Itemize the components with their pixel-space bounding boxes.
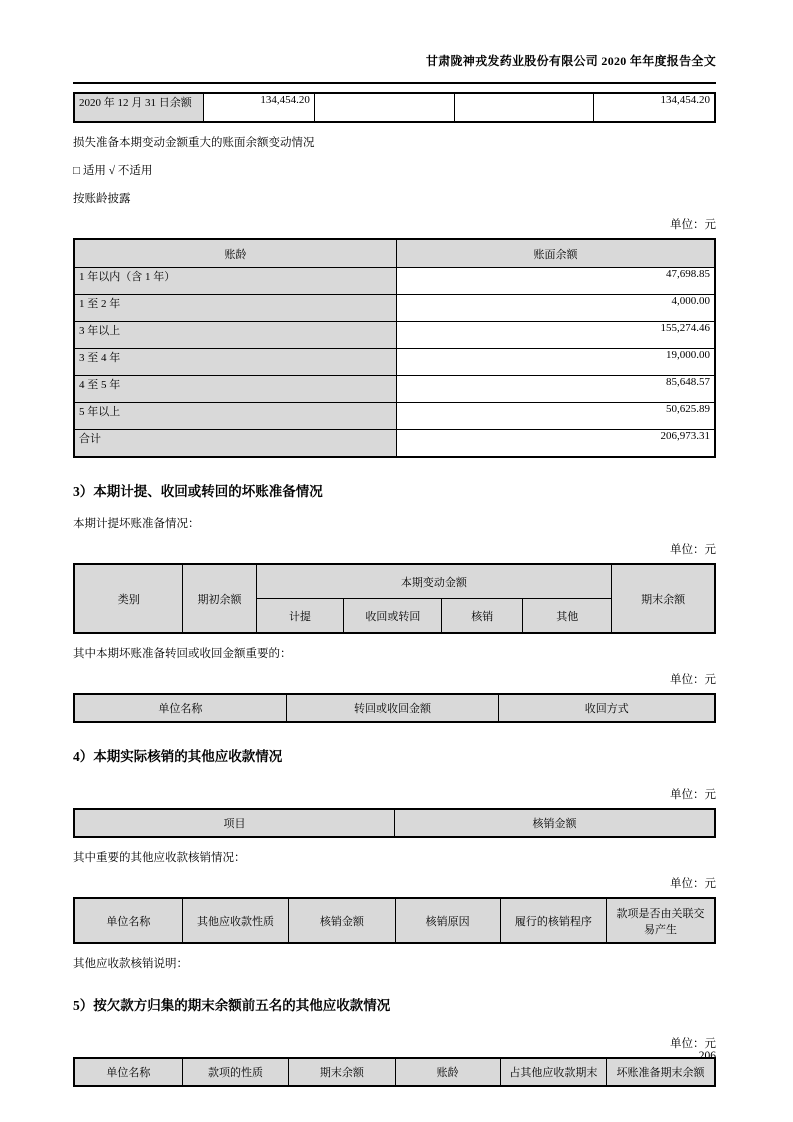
row-label-cell: 3 年以上	[74, 322, 396, 349]
bad-debt-provision-table	[73, 563, 716, 634]
header-cell: 期末余额	[612, 564, 715, 633]
recovery-table	[73, 693, 716, 723]
row-label-cell: 1 至 2 年	[74, 295, 396, 322]
header-cell: 其他应收款性质	[182, 898, 288, 943]
aging-table	[73, 238, 716, 458]
aging-disclosure-note: 按账龄披露	[73, 193, 131, 205]
data-cell: 134,454.20	[594, 93, 715, 122]
section-4-note: 其中重要的其他应收款核销情况：	[73, 852, 246, 864]
section-3-intro: 本期计提坏账准备情况：	[73, 518, 200, 530]
data-cell	[314, 93, 454, 122]
header-cell: 款项的性质	[182, 1058, 288, 1086]
header-cell: 期初余额	[183, 564, 256, 633]
data-cell: 19,000.00	[396, 349, 715, 376]
section-4-heading: 4）本期实际核销的其他应收款情况	[73, 749, 283, 764]
table-total-row	[74, 430, 715, 458]
data-cell: 85,648.57	[396, 376, 715, 403]
table-header-row	[74, 564, 715, 599]
row-label-cell: 2020 年 12 月 31 日余额	[74, 93, 203, 122]
header-cell: 账龄	[395, 1058, 500, 1086]
header-cell: 核销	[442, 599, 523, 634]
table-row	[74, 322, 715, 349]
header-cell: 单位名称	[74, 694, 286, 722]
section-5-heading: 5）按欠款方归集的期末余额前五名的其他应收款情况	[73, 998, 391, 1013]
header-cell: 履行的核销程序	[500, 898, 606, 943]
loss-provision-note: 损失准备本期变动金额重大的账面余额变动情况	[73, 137, 315, 149]
header-cell: 其他	[523, 599, 612, 634]
header-cell: 款项是否由关联交易产生	[607, 898, 715, 943]
row-label-cell: 4 至 5 年	[74, 376, 396, 403]
data-cell	[454, 93, 594, 122]
header-cell: 核销金额	[395, 809, 716, 837]
unit-label: 单位：元	[670, 544, 716, 556]
table-header-row	[74, 898, 715, 943]
header-cell-group: 本期变动金额	[256, 564, 612, 599]
table-row	[74, 295, 715, 322]
row-label-cell: 1 年以内（含 1 年）	[74, 268, 396, 295]
table-row	[74, 268, 715, 295]
report-title: 甘肃陇神戎发药业股份有限公司 2020 年年度报告全文	[425, 54, 716, 68]
header-cell: 收回或转回	[344, 599, 442, 634]
page-content	[73, 0, 716, 1087]
section-3-note: 其中本期坏账准备转回或收回金额重要的：	[73, 648, 292, 660]
writeoff-detail-table	[73, 897, 716, 944]
table-header-row	[74, 239, 715, 268]
section-4-explain-note: 其他应收款核销说明：	[73, 958, 188, 970]
page-number: 206	[698, 1050, 716, 1062]
unit-label: 单位：元	[670, 219, 716, 231]
row-label-cell: 5 年以上	[74, 403, 396, 430]
data-cell: 155,274.46	[396, 322, 715, 349]
header-cell: 核销原因	[395, 898, 500, 943]
data-cell: 50,625.89	[396, 403, 715, 430]
header-cell: 计提	[256, 599, 344, 634]
top5-receivables-table	[73, 1057, 716, 1087]
row-label-cell: 合计	[74, 430, 396, 458]
header-cell: 收回方式	[499, 694, 715, 722]
table-row	[74, 376, 715, 403]
data-cell: 47,698.85	[396, 268, 715, 295]
header-cell: 账面余额	[396, 239, 715, 268]
data-cell: 206,973.31	[396, 430, 715, 458]
page-header	[73, 0, 716, 84]
table-header-row	[74, 694, 715, 722]
table-header-row	[74, 1058, 715, 1086]
header-cell: 坏账准备期末余额	[607, 1058, 715, 1086]
row-label-cell: 3 至 4 年	[74, 349, 396, 376]
header-cell: 单位名称	[74, 1058, 182, 1086]
data-cell: 4,000.00	[396, 295, 715, 322]
header-cell: 账龄	[74, 239, 396, 268]
header-cell: 项目	[74, 809, 395, 837]
header-cell: 核销金额	[289, 898, 395, 943]
header-cell: 转回或收回金额	[286, 694, 499, 722]
table-row	[74, 93, 715, 122]
header-cell: 类别	[74, 564, 183, 633]
data-cell: 134,454.20	[203, 93, 314, 122]
section-3-heading: 3）本期计提、收回或转回的坏账准备情况	[73, 484, 323, 499]
unit-label: 单位：元	[670, 789, 716, 801]
applicable-checkbox-line: □ 适用 √ 不适用	[73, 165, 153, 177]
unit-label: 单位：元	[670, 674, 716, 686]
table-row	[74, 349, 715, 376]
header-cell: 单位名称	[74, 898, 182, 943]
unit-label: 单位：元	[670, 878, 716, 890]
table-row	[74, 403, 715, 430]
header-cell: 期末余额	[289, 1058, 395, 1086]
writeoff-table	[73, 808, 716, 838]
unit-label: 单位：元	[670, 1038, 716, 1050]
table-header-row	[74, 809, 715, 837]
header-cell: 占其他应收款期末	[500, 1058, 606, 1086]
balance-carryover-table	[73, 92, 716, 123]
